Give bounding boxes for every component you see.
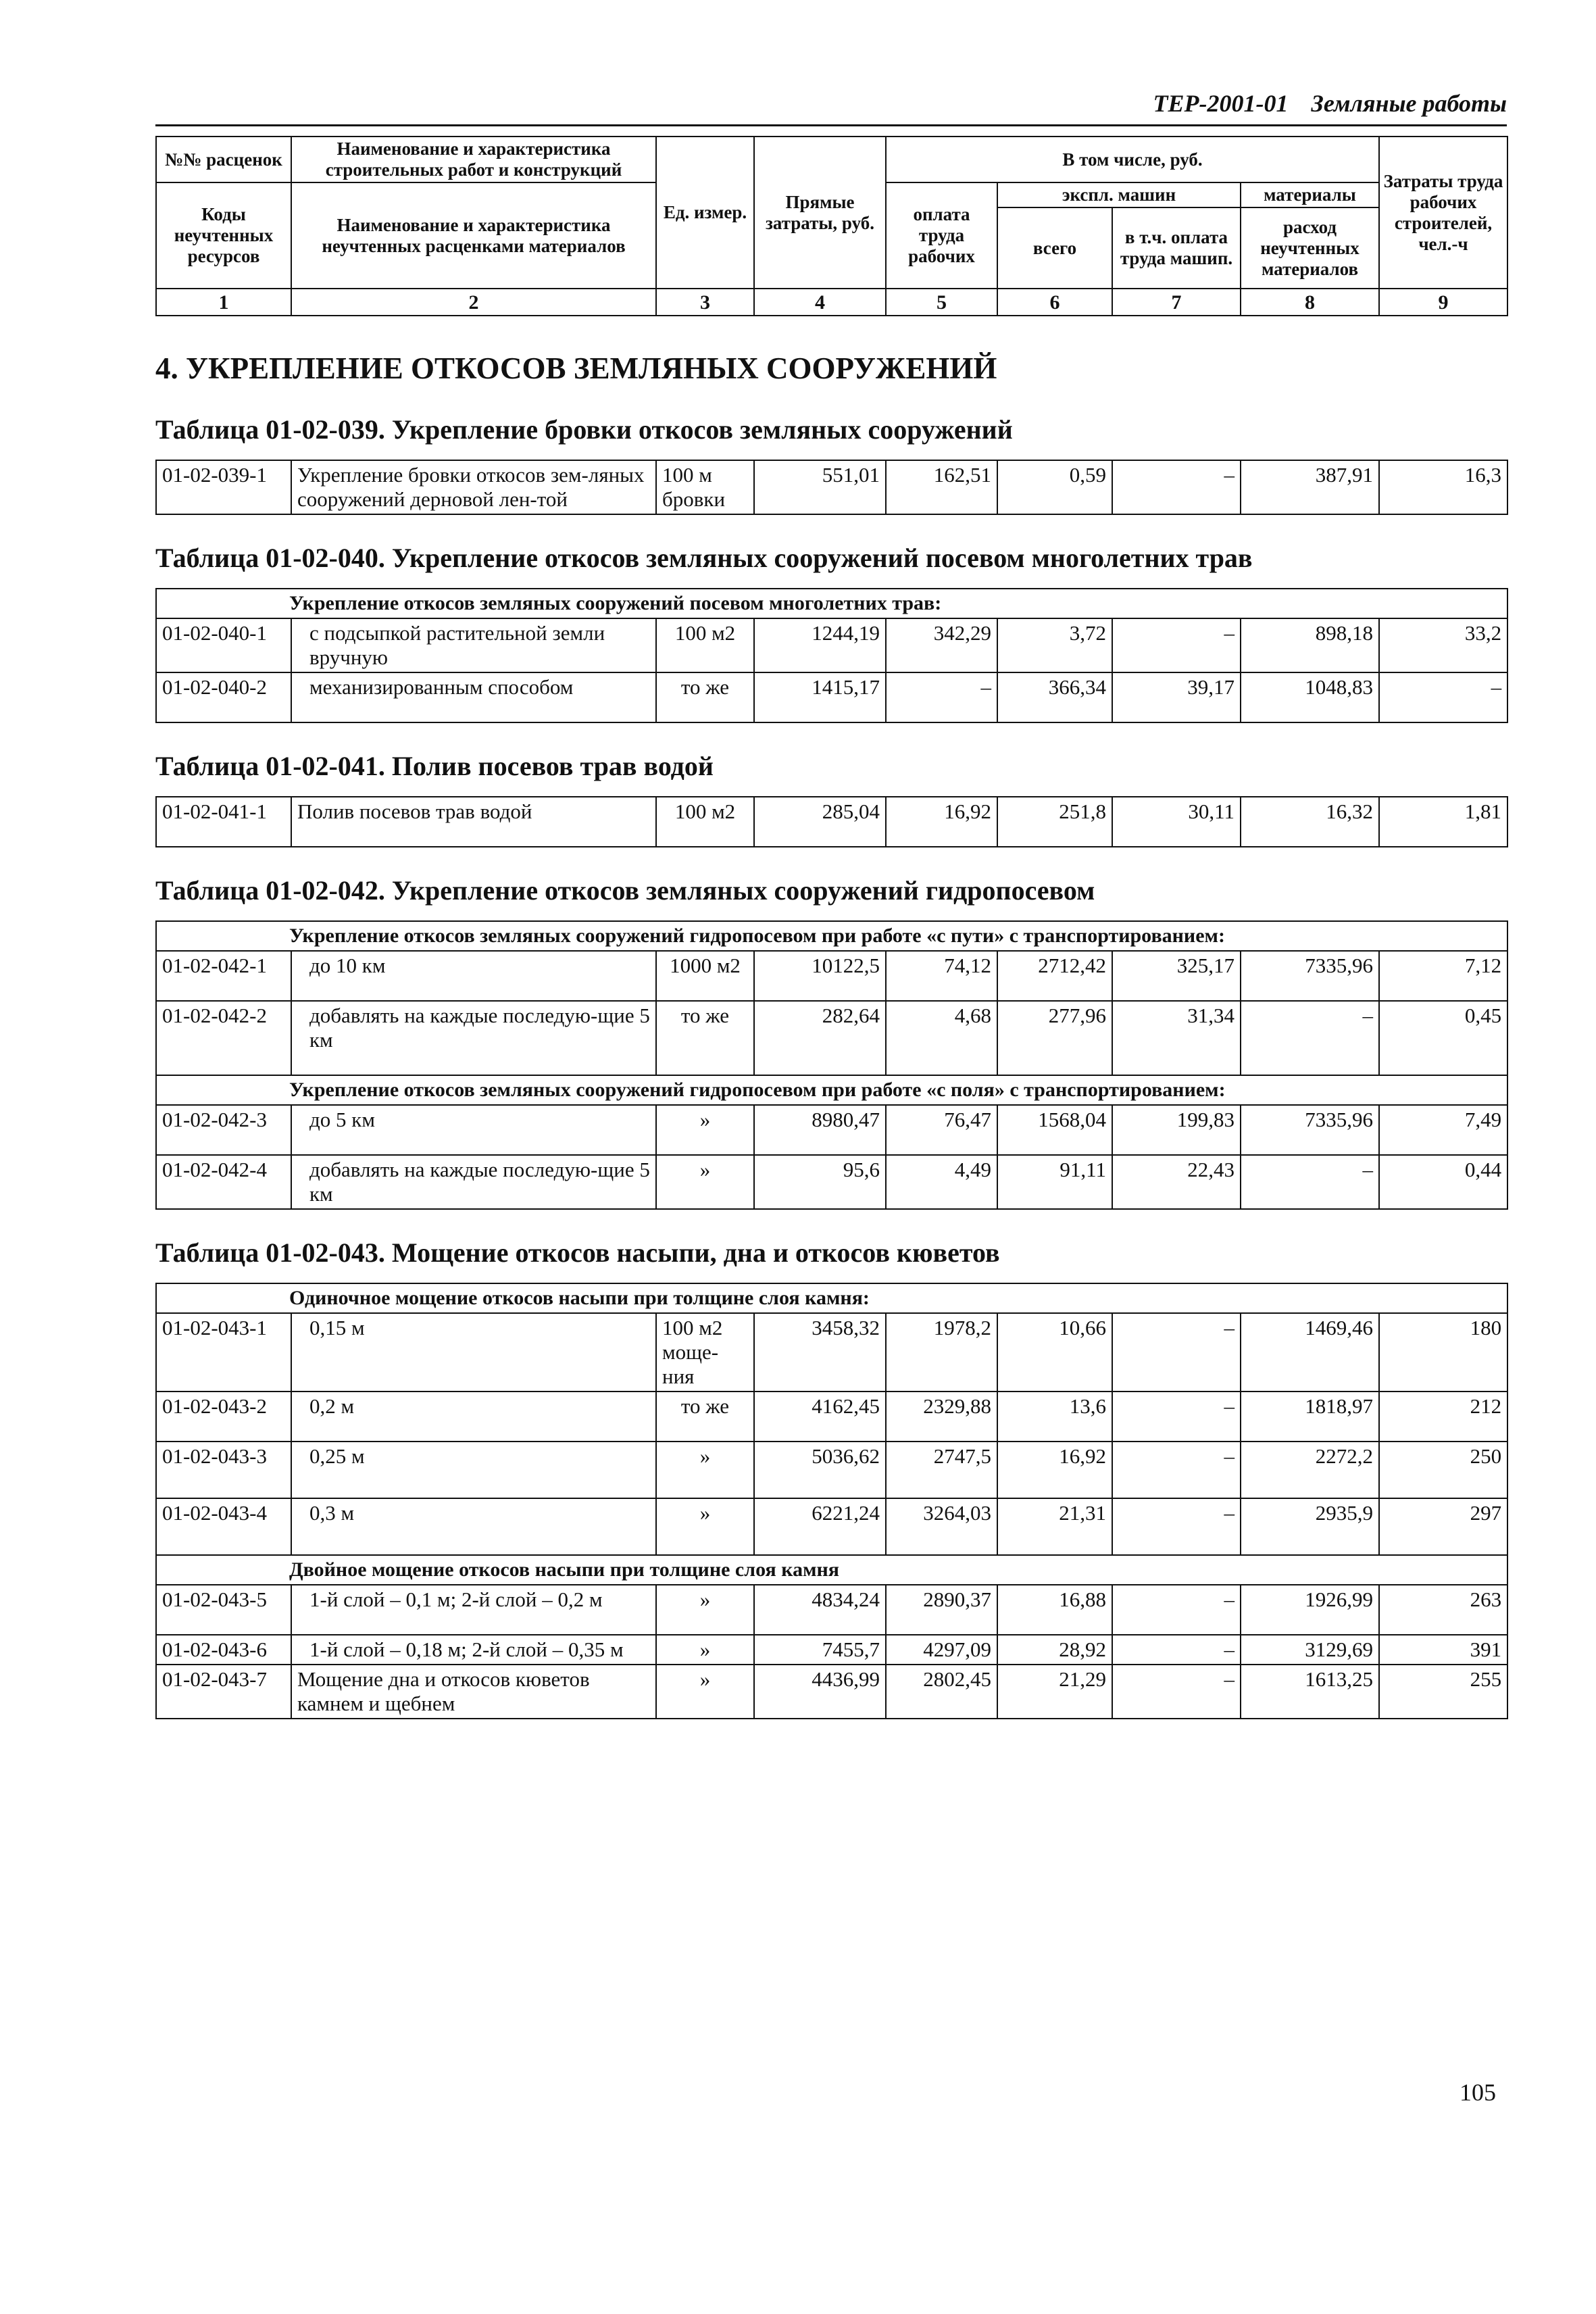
work-name: добавлять на каждые последую-щие 5 км (291, 1155, 656, 1209)
labor: – (1379, 672, 1507, 722)
rate-code: 01-02-043-1 (156, 1313, 291, 1392)
unit: 1000 м2 (656, 951, 754, 1001)
rate-code: 01-02-043-7 (156, 1665, 291, 1719)
labor: 180 (1379, 1313, 1507, 1392)
labor: 250 (1379, 1442, 1507, 1498)
machines-pay: 31,34 (1112, 1001, 1241, 1075)
machines-pay: – (1112, 1665, 1241, 1719)
direct-costs: 7455,7 (754, 1635, 886, 1665)
machines-pay: 199,83 (1112, 1105, 1241, 1155)
col-machines-incl: в т.ч. оплата труда машип. (1112, 207, 1241, 289)
labor: 1,81 (1379, 797, 1507, 847)
machines-total: 91,11 (997, 1155, 1112, 1209)
col-num: 6 (997, 289, 1112, 316)
col-num: 9 (1379, 289, 1507, 316)
work-name: Полив посевов трав водой (291, 797, 656, 847)
materials: 1818,97 (1241, 1392, 1379, 1442)
machines-total: 277,96 (997, 1001, 1112, 1075)
labor: 7,12 (1379, 951, 1507, 1001)
materials: 2272,2 (1241, 1442, 1379, 1498)
table-subtitle: Двойное мощение откосов насыпи при толщине слоя камня (156, 1555, 1507, 1585)
worker-pay: 2329,88 (886, 1392, 997, 1442)
direct-costs: 4834,24 (754, 1585, 886, 1635)
direct-costs: 551,01 (754, 460, 886, 514)
labor: 16,3 (1379, 460, 1507, 514)
col-work-name: Наименование и характеристика строительных работ и конструкций (291, 137, 656, 182)
unit: » (656, 1442, 754, 1498)
machines-total: 28,92 (997, 1635, 1112, 1665)
machines-total: 13,6 (997, 1392, 1112, 1442)
worker-pay: 2747,5 (886, 1442, 997, 1498)
col-num: 8 (1241, 289, 1379, 316)
machines-pay: 325,17 (1112, 951, 1241, 1001)
table-row (156, 1635, 1507, 1665)
direct-costs: 8980,47 (754, 1105, 886, 1155)
section-title: 4. УКРЕПЛЕНИЕ ОТКОСОВ ЗЕМЛЯНЫХ СООРУЖЕНИЙ (155, 351, 997, 385)
machines-total: 0,59 (997, 460, 1112, 514)
machines-pay: – (1112, 1498, 1241, 1555)
table-01-02-040 (155, 588, 1508, 723)
unit: » (656, 1105, 754, 1155)
col-num: 7 (1112, 289, 1241, 316)
machines-total: 251,8 (997, 797, 1112, 847)
table-row (156, 1498, 1507, 1555)
table-subtitle: Укрепление откосов земляных сооружений посевом многолетних трав: (156, 589, 1507, 618)
table-01-02-041 (155, 796, 1508, 847)
table-row (156, 460, 1507, 514)
unit: » (656, 1498, 754, 1555)
materials: 2935,9 (1241, 1498, 1379, 1555)
worker-pay: 1978,2 (886, 1313, 997, 1392)
col-machines: экспл. машин (997, 182, 1241, 207)
direct-costs: 1244,19 (754, 618, 886, 672)
table-row (156, 618, 1507, 672)
labor: 263 (1379, 1585, 1507, 1635)
work-name: 1-й слой – 0,1 м; 2-й слой – 0,2 м (291, 1585, 656, 1635)
table-subtitle: Одиночное мощение откосов насыпи при толщине слоя камня: (156, 1283, 1507, 1313)
rate-code: 01-02-041-1 (156, 797, 291, 847)
rate-code: 01-02-043-6 (156, 1635, 291, 1665)
table-row (156, 1105, 1507, 1155)
machines-total: 21,31 (997, 1498, 1112, 1555)
machines-pay: 30,11 (1112, 797, 1241, 847)
col-num: 3 (656, 289, 754, 316)
direct-costs: 4162,45 (754, 1392, 886, 1442)
rate-code: 01-02-040-2 (156, 672, 291, 722)
running-head (155, 88, 1507, 126)
machines-total: 2712,42 (997, 951, 1112, 1001)
col-resource-codes: Коды неучтенных ресурсов (156, 182, 291, 289)
col-materials-cons: расход неучтенных материалов (1241, 207, 1379, 289)
work-name: 0,15 м (291, 1313, 656, 1392)
worker-pay: 2802,45 (886, 1665, 997, 1719)
table-01-02-039 (155, 460, 1508, 515)
doc-code: ТЕР-2001-01 (1153, 90, 1289, 117)
col-resource-name: Наименование и характеристика неучтенных расценками материалов (291, 182, 656, 289)
table-row (156, 1585, 1507, 1635)
work-name: 0,25 м (291, 1442, 656, 1498)
direct-costs: 10122,5 (754, 951, 886, 1001)
col-including: В том числе, руб. (886, 137, 1379, 182)
column-header-table (155, 136, 1508, 316)
labor: 7,49 (1379, 1105, 1507, 1155)
unit: » (656, 1665, 754, 1719)
work-name: 0,3 м (291, 1498, 656, 1555)
rate-code: 01-02-043-3 (156, 1442, 291, 1498)
machines-pay: – (1112, 1392, 1241, 1442)
work-name: механизированным способом (291, 672, 656, 722)
table-title: Таблица 01-02-040. Укрепление откосов земляных сооружений посевом многолетних трав (155, 543, 1253, 573)
rate-code: 01-02-040-1 (156, 618, 291, 672)
machines-pay: 39,17 (1112, 672, 1241, 722)
unit: 100 м2 (656, 618, 754, 672)
machines-total: 3,72 (997, 618, 1112, 672)
worker-pay: 342,29 (886, 618, 997, 672)
materials: 7335,96 (1241, 1105, 1379, 1155)
worker-pay: 16,92 (886, 797, 997, 847)
table-row (156, 1313, 1507, 1392)
table-row (156, 797, 1507, 847)
rate-code: 01-02-043-5 (156, 1585, 291, 1635)
col-labor: Затраты труда рабочих строителей, чел.-ч (1379, 137, 1507, 289)
machines-pay: – (1112, 618, 1241, 672)
table-row (156, 1442, 1507, 1498)
machines-total: 16,92 (997, 1442, 1112, 1498)
work-name: Укрепление бровки откосов зем-ляных сооружений дерновой лен-той (291, 460, 656, 514)
table-row (156, 951, 1507, 1001)
direct-costs: 4436,99 (754, 1665, 886, 1719)
rate-code: 01-02-042-2 (156, 1001, 291, 1075)
worker-pay: 76,47 (886, 1105, 997, 1155)
labor: 212 (1379, 1392, 1507, 1442)
col-machines-total: всего (997, 207, 1112, 289)
col-rates-no: №№ расценок (156, 137, 291, 182)
worker-pay: 74,12 (886, 951, 997, 1001)
table-row (156, 1665, 1507, 1719)
table-01-02-042 (155, 920, 1508, 1210)
table-row (156, 1392, 1507, 1442)
table-title: Таблица 01-02-039. Укрепление бровки откосов земляных сооружений (155, 414, 1013, 445)
col-num: 4 (754, 289, 886, 316)
table-row (156, 1001, 1507, 1075)
unit: » (656, 1635, 754, 1665)
table-subtitle: Укрепление откосов земляных сооружений гидропосевом при работе «с пути» с транспортированием: (156, 921, 1507, 951)
unit: 100 м бровки (656, 460, 754, 514)
worker-pay: 2890,37 (886, 1585, 997, 1635)
direct-costs: 95,6 (754, 1155, 886, 1209)
labor: 391 (1379, 1635, 1507, 1665)
direct-costs: 1415,17 (754, 672, 886, 722)
worker-pay: 3264,03 (886, 1498, 997, 1555)
col-num: 5 (886, 289, 997, 316)
unit: 100 м2 моще-ния (656, 1313, 754, 1392)
machines-pay: – (1112, 1635, 1241, 1665)
labor: 255 (1379, 1665, 1507, 1719)
col-num: 2 (291, 289, 656, 316)
materials: 1926,99 (1241, 1585, 1379, 1635)
materials: – (1241, 1155, 1379, 1209)
table-subtitle: Укрепление откосов земляных сооружений гидропосевом при работе «с поля» с транспортированием: (156, 1075, 1507, 1105)
direct-costs: 282,64 (754, 1001, 886, 1075)
table-title: Таблица 01-02-041. Полив посевов трав водой (155, 751, 714, 781)
table-row (156, 1155, 1507, 1209)
machines-total: 1568,04 (997, 1105, 1112, 1155)
rate-code: 01-02-039-1 (156, 460, 291, 514)
rate-code: 01-02-042-1 (156, 951, 291, 1001)
rate-code: 01-02-043-4 (156, 1498, 291, 1555)
materials: 7335,96 (1241, 951, 1379, 1001)
direct-costs: 3458,32 (754, 1313, 886, 1392)
table-01-02-043 (155, 1283, 1508, 1719)
col-direct-costs: Прямые затраты, руб. (754, 137, 886, 289)
rate-code: 01-02-042-3 (156, 1105, 291, 1155)
work-name: до 5 км (291, 1105, 656, 1155)
materials: 1048,83 (1241, 672, 1379, 722)
machines-pay: – (1112, 1313, 1241, 1392)
unit: » (656, 1155, 754, 1209)
machines-total: 21,29 (997, 1665, 1112, 1719)
materials: 387,91 (1241, 460, 1379, 514)
direct-costs: 5036,62 (754, 1442, 886, 1498)
worker-pay: 162,51 (886, 460, 997, 514)
col-num: 1 (156, 289, 291, 316)
materials: 1613,25 (1241, 1665, 1379, 1719)
work-name: с подсыпкой растительной земли вручную (291, 618, 656, 672)
work-name: Мощение дна и откосов кюветов камнем и щебнем (291, 1665, 656, 1719)
labor: 33,2 (1379, 618, 1507, 672)
worker-pay: 4297,09 (886, 1635, 997, 1665)
document-page (155, 88, 1507, 1719)
page-number: 105 (1460, 2079, 1496, 2106)
unit: то же (656, 1392, 754, 1442)
materials: 1469,46 (1241, 1313, 1379, 1392)
work-name: 1-й слой – 0,18 м; 2-й слой – 0,35 м (291, 1635, 656, 1665)
machines-pay: 22,43 (1112, 1155, 1241, 1209)
machines-pay: – (1112, 460, 1241, 514)
table-row (156, 672, 1507, 722)
materials: 16,32 (1241, 797, 1379, 847)
rate-code: 01-02-043-2 (156, 1392, 291, 1442)
materials: 3129,69 (1241, 1635, 1379, 1665)
machines-total: 10,66 (997, 1313, 1112, 1392)
unit: 100 м2 (656, 797, 754, 847)
machines-total: 366,34 (997, 672, 1112, 722)
col-worker-pay: оплата труда рабочих (886, 182, 997, 289)
direct-costs: 285,04 (754, 797, 886, 847)
work-name: добавлять на каждые последую-щие 5 км (291, 1001, 656, 1075)
work-name: 0,2 м (291, 1392, 656, 1442)
section-name: Земляные работы (1311, 90, 1507, 117)
col-unit: Ед. измер. (656, 137, 754, 289)
materials: – (1241, 1001, 1379, 1075)
labor: 0,44 (1379, 1155, 1507, 1209)
worker-pay: 4,49 (886, 1155, 997, 1209)
table-title: Таблица 01-02-043. Мощение откосов насыпи, дна и откосов кюветов (155, 1237, 1000, 1268)
unit: то же (656, 672, 754, 722)
direct-costs: 6221,24 (754, 1498, 886, 1555)
unit: » (656, 1585, 754, 1635)
worker-pay: – (886, 672, 997, 722)
machines-total: 16,88 (997, 1585, 1112, 1635)
work-name: до 10 км (291, 951, 656, 1001)
unit: то же (656, 1001, 754, 1075)
labor: 297 (1379, 1498, 1507, 1555)
worker-pay: 4,68 (886, 1001, 997, 1075)
col-materials: материалы (1241, 182, 1379, 207)
materials: 898,18 (1241, 618, 1379, 672)
machines-pay: – (1112, 1442, 1241, 1498)
machines-pay: – (1112, 1585, 1241, 1635)
labor: 0,45 (1379, 1001, 1507, 1075)
table-title: Таблица 01-02-042. Укрепление откосов земляных сооружений гидропосевом (155, 875, 1095, 906)
rate-code: 01-02-042-4 (156, 1155, 291, 1209)
